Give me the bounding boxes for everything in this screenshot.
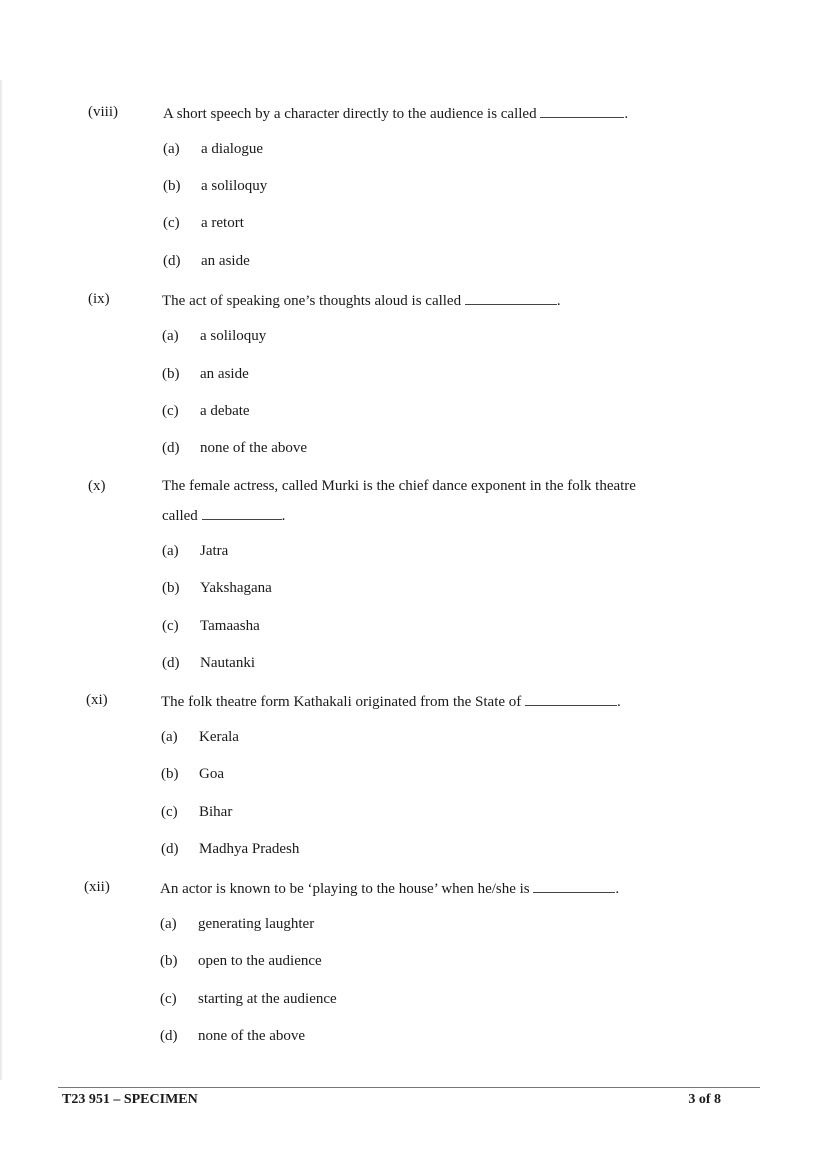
option-text: none of the above xyxy=(198,1028,306,1044)
option-d xyxy=(162,655,255,672)
option-c xyxy=(163,215,244,232)
option-text: a soliloquy xyxy=(201,178,268,194)
option-b xyxy=(161,766,224,783)
footer-divider xyxy=(58,1087,760,1088)
option-letter: (a) xyxy=(161,729,178,745)
option-letter: (c) xyxy=(162,618,179,634)
option-letter: (c) xyxy=(162,403,179,419)
option-text: Bihar xyxy=(199,804,233,820)
question-line: The act of speaking one’s thoughts aloud is called xyxy=(162,293,462,309)
option-letter: (b) xyxy=(160,953,178,969)
option-text: a debate xyxy=(200,403,250,419)
option-text: Nautanki xyxy=(200,655,255,671)
option-b xyxy=(162,580,272,597)
question-text xyxy=(161,692,621,711)
scan-edge-shadow xyxy=(0,80,3,1080)
option-text: none of the above xyxy=(200,440,308,456)
option-b xyxy=(163,178,267,195)
option-d xyxy=(163,253,250,270)
option-letter: (c) xyxy=(160,991,177,1007)
option-c xyxy=(161,804,232,821)
option-letter: (d) xyxy=(162,440,180,456)
question-number: (ix) xyxy=(88,291,110,307)
sentence-end: . xyxy=(556,293,561,309)
option-letter: (d) xyxy=(160,1028,178,1044)
option-d xyxy=(160,1028,305,1045)
option-letter: (d) xyxy=(163,253,181,269)
option-letter: (a) xyxy=(163,141,180,157)
option-a xyxy=(160,916,314,933)
option-letter: (b) xyxy=(162,580,180,596)
option-letter: (b) xyxy=(163,178,181,194)
option-letter: (a) xyxy=(162,543,179,559)
option-text: Madhya Pradesh xyxy=(199,841,300,857)
answer-blank xyxy=(465,291,557,305)
answer-blank xyxy=(202,506,282,520)
option-letter: (b) xyxy=(161,766,179,782)
option-letter: (c) xyxy=(161,804,178,820)
paper-code: T23 951 – SPECIMEN xyxy=(62,1092,198,1107)
option-a xyxy=(161,729,239,746)
question-number: (x) xyxy=(88,478,106,494)
sentence-end: . xyxy=(624,106,629,122)
option-text: Kerala xyxy=(199,729,239,745)
option-a xyxy=(162,328,266,345)
option-text: a retort xyxy=(201,215,244,231)
option-a xyxy=(162,543,228,560)
question-text xyxy=(162,291,561,310)
option-b xyxy=(160,953,322,970)
sentence-end: . xyxy=(281,508,286,524)
option-c xyxy=(162,618,260,635)
option-letter: (d) xyxy=(161,841,179,857)
option-text: Tamaasha xyxy=(200,618,260,634)
sentence-end: . xyxy=(617,694,621,710)
question-number: (viii) xyxy=(88,104,118,120)
question-text xyxy=(163,104,628,123)
option-text: Goa xyxy=(199,766,224,782)
option-text: starting at the audience xyxy=(198,991,337,1007)
question-line: called xyxy=(162,508,198,524)
question-line: A short speech by a character directly to the audience is called xyxy=(163,106,537,122)
option-text: Yakshagana xyxy=(200,580,272,596)
option-letter: (a) xyxy=(162,328,179,344)
question-line: An actor is known to be ‘playing to the house’ when he/she is xyxy=(160,881,530,897)
option-c xyxy=(162,403,250,420)
option-text: an aside xyxy=(201,253,250,269)
option-d xyxy=(162,440,307,457)
question-line: The folk theatre form Kathakali originated from the State of xyxy=(161,694,522,710)
sentence-end: . xyxy=(615,881,620,897)
option-text: Jatra xyxy=(200,543,229,559)
option-d xyxy=(161,841,299,858)
question-number: (xii) xyxy=(84,879,110,895)
option-letter: (b) xyxy=(162,366,180,382)
option-text: a soliloquy xyxy=(200,328,267,344)
option-text: open to the audience xyxy=(198,953,322,969)
option-c xyxy=(160,991,337,1008)
answer-blank xyxy=(533,879,615,893)
option-text: a dialogue xyxy=(201,141,264,157)
option-text: generating laughter xyxy=(198,916,315,932)
option-a xyxy=(163,141,263,158)
answer-blank xyxy=(525,692,617,706)
option-letter: (a) xyxy=(160,916,177,932)
option-b xyxy=(162,366,249,383)
option-letter: (d) xyxy=(162,655,180,671)
option-letter: (c) xyxy=(163,215,180,231)
answer-blank xyxy=(540,104,624,118)
page-number: 3 of 8 xyxy=(688,1092,721,1107)
question-text xyxy=(160,879,619,898)
option-text: an aside xyxy=(200,366,249,382)
question-text-continued xyxy=(162,506,285,525)
question-number: (xi) xyxy=(86,692,108,708)
question-text: The female actress, called Murki is the chief dance exponent in the folk theatre xyxy=(162,478,636,494)
